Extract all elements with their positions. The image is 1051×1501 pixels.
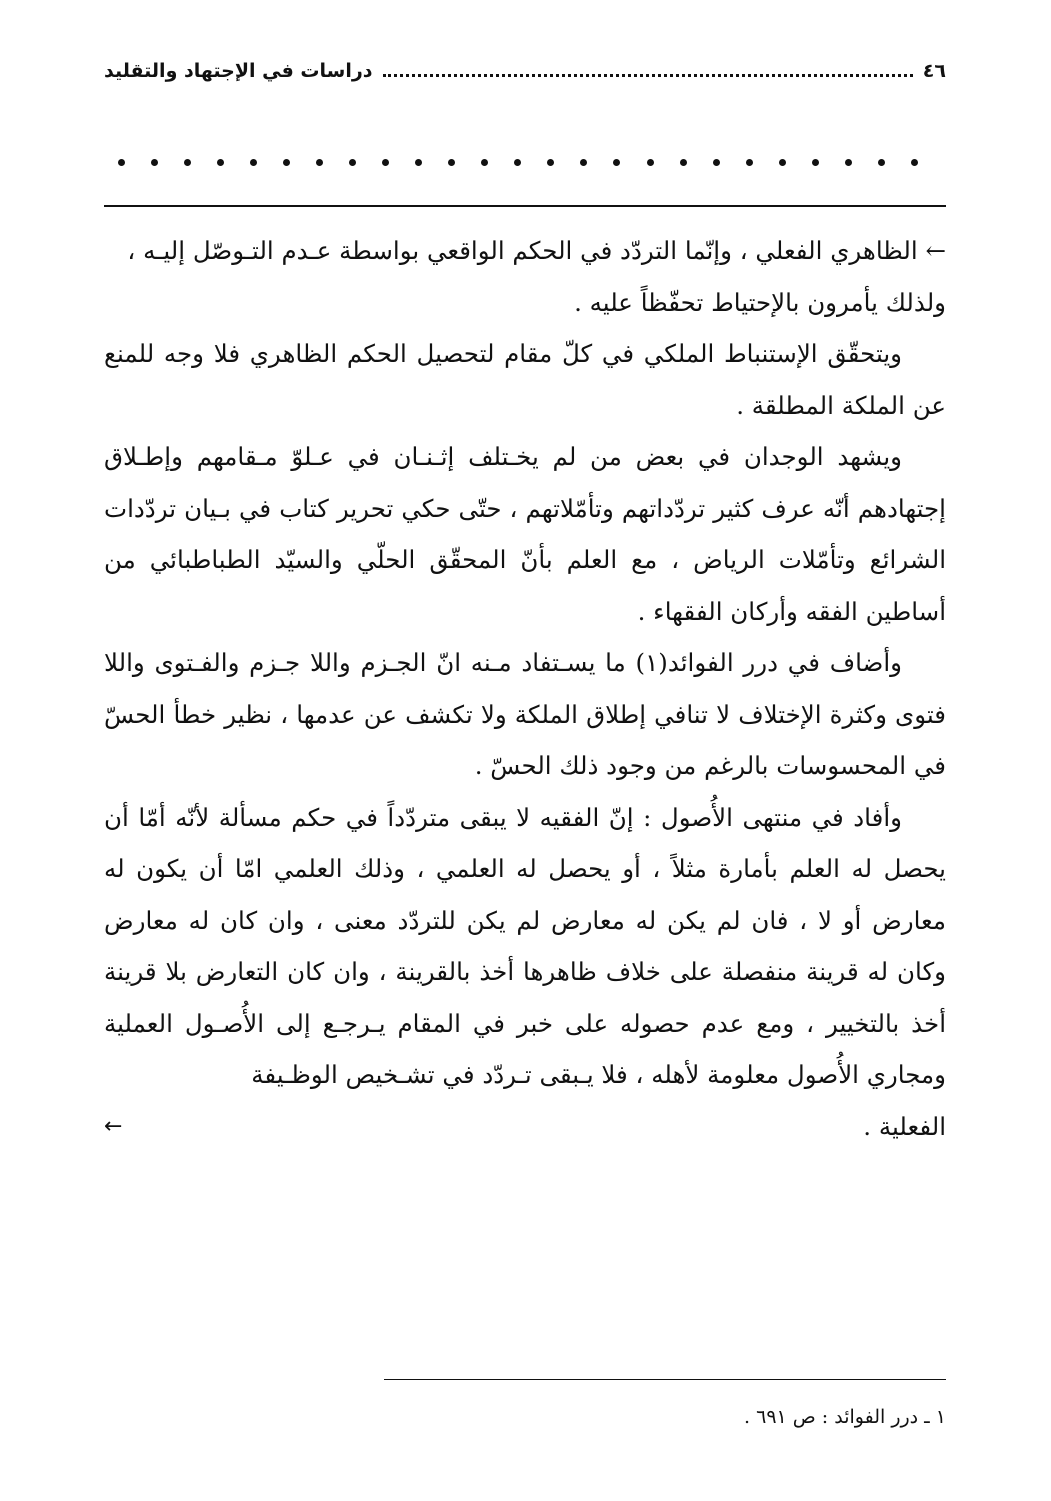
header-rule [104, 205, 946, 207]
ornament-dot [647, 159, 654, 166]
continuation-arrow-icon: ← [104, 1113, 123, 1139]
ornament-dot [878, 159, 885, 166]
ornament-dot [580, 159, 587, 166]
running-header [104, 60, 946, 92]
paragraph-line: ← الظاهري الفعلي ، وإنّما التردّد في الحكم الواقعي بواسطة عـدم التـوصّل إليـه ، [127, 236, 946, 265]
ornament-dot [217, 159, 224, 166]
header-dot-leader [383, 73, 913, 77]
ornament-dot [911, 159, 918, 166]
ornament-dot [547, 159, 554, 166]
footnote-rule [384, 1379, 946, 1380]
page-number: ٤٦ [922, 60, 946, 82]
paragraph-last-line [104, 1101, 946, 1153]
ornament-dot [448, 159, 455, 166]
footnote: ١ ـ درر الفوائد : ص ٦٩١ . [744, 1406, 946, 1428]
paragraph-line: ولذلك يأمرون بالإحتياط تحفّظاً عليه . [574, 287, 946, 317]
ornament-dot [680, 159, 687, 166]
paragraph-line: الفعلية . [863, 1111, 946, 1141]
paragraph-continued [104, 225, 946, 328]
paragraph: ويتحقّق الإستنباط الملكي في كلّ مقام لتحصيل الحكم الظاهري فلا وجه للمنع عن الملكة المطلقة . [104, 339, 946, 420]
paragraph: وأفاد في منتهى الأُصول : إنّ الفقيه لا يبقى متردّداً في حكم مسألة لأنّه أمّا أن يحصل له العلم بأمارة مثلاً ، أو يحصل له العلمي ، وذلك العلمي امّا أن يكون له معارض أو لا ، فان لم يكن له معارض لم يكن للتردّد معنى ، وان كان له معارض وكان له قرينة منفصلة على خلاف ظاهرها أخذ بالقرينة ، وان كان التعارض بلا قرينة أخذ بالتخيير ، ومع عدم حصوله على خبر في المقام يـرجـع إلى الأُصـول العملية ومجاري الأُصول معلومة لأهله ، فلا يـبقى تـردّد في تشـخيص الوظـيفة [104, 802, 946, 1089]
ornament-dot [746, 159, 753, 166]
ornament-dot [713, 159, 720, 166]
ornament-dot [151, 159, 158, 166]
paragraph-with-footnote-ref: وأضاف في درر الفوائد(١) ما يسـتفاد مـنه انّ الجـزم واللا جـزم والفـتوى واللا فتوى وكثرة الإختلاف لا تنافي إطلاق الملكة ولا تكشف عن عدمها ، نظير خطأ الحسّ في المحسوسات بالرغم من وجود ذلك الحسّ . [104, 648, 946, 780]
ornament-dot [481, 159, 488, 166]
main-text [104, 225, 946, 1152]
ornament-dot [118, 159, 125, 166]
ornament-dot [184, 159, 191, 166]
ornament-dot [382, 159, 389, 166]
ornament-dot [415, 159, 422, 166]
paragraph: ويشهد الوجدان في بعض من لم يخـتلف إثـنـان في عـلوّ مـقامهم وإطـلاق إجتهادهم أنّه عرف كثير تردّداتهم وتأمّلاتهم ، حتّى حكي تحرير كتاب في بـيان تردّدات الشرائع وتأمّلات الرياض ، مع العلم بأنّ المحقّق الحلّي والسيّد الطباطبائي من أساطين الفقه وأركان الفقهاء . [104, 442, 946, 626]
ornament-dot [349, 159, 356, 166]
ornament-dot [812, 159, 819, 166]
ornament-dot [250, 159, 257, 166]
book-title: دراسات في الإجتهاد والتقليد [104, 60, 373, 82]
ornament-dot [845, 159, 852, 166]
ornament-dot [514, 159, 521, 166]
ornament-dot [779, 159, 786, 166]
ornament-dot [613, 159, 620, 166]
ornament-dot-row [118, 150, 918, 174]
ornament-dot [283, 159, 290, 166]
ornament-dot [316, 159, 323, 166]
